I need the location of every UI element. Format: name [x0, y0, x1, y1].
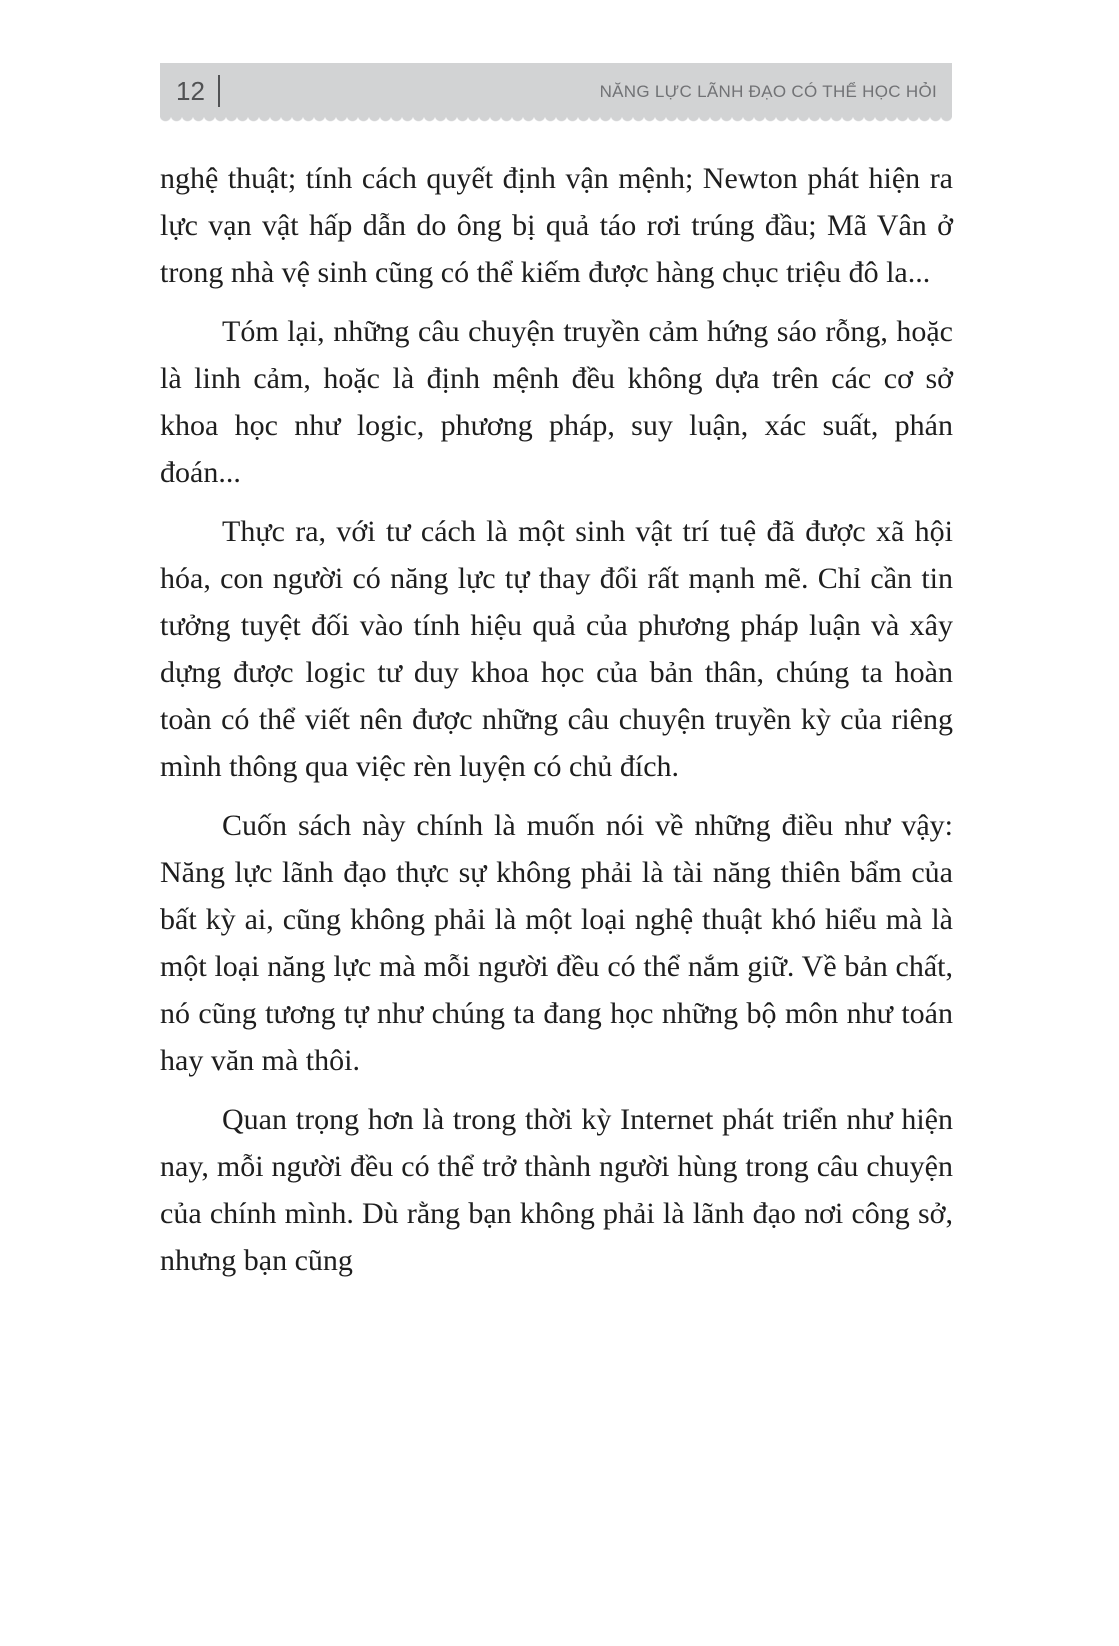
paragraph: Cuốn sách này chính là muốn nói về những điều như vậy: Năng lực lãnh đạo thực sự không phải là tài năng thiên bẩm của bất kỳ ai, cũng không phải là một loại nghệ thuật khó hiểu mà là một loại năng lực mà mỗi người đều có thể nắm giữ. Về bản chất, nó cũng tương tự như chúng ta đang học những bộ môn như toán hay văn mà thôi.: [160, 809, 953, 1077]
paragraph: Quan trọng hơn là trong thời kỳ Internet phát triển như hiện nay, mỗi người đều có thể trở thành người hùng trong câu chuyện của chính mình. Dù rằng bạn không phải là lãnh đạo nơi công sở, nhưng bạn cũng: [160, 1103, 953, 1277]
running-header: [160, 63, 952, 117]
paragraph: nghệ thuật; tính cách quyết định vận mệnh; Newton phát hiện ra lực vạn vật hấp dẫn do ông bị quả táo rơi trúng đầu; Mã Vân ở trong nhà vệ sinh cũng có thể kiếm được hàng chục triệu đô la...: [160, 162, 953, 289]
folio: [176, 75, 220, 107]
running-title: NĂNG LỰC LÃNH ĐẠO CÓ THỂ HỌC HỎI: [599, 81, 937, 101]
paragraph: Tóm lại, những câu chuyện truyền cảm hứng sáo rỗng, hoặc là linh cảm, hoặc là định mệnh đều không dựa trên các cơ sở khoa học như logic, phương pháp, suy luận, xác suất, phán đoán...: [160, 315, 953, 489]
paragraph: Thực ra, với tư cách là một sinh vật trí tuệ đã được xã hội hóa, con người có năng lực tự thay đổi rất mạnh mẽ. Chỉ cần tin tưởng tuyệt đối vào tính hiệu quả của phương pháp luận và xây dựng được logic tư duy khoa học của bản thân, chúng ta hoàn toàn có thể viết nên được những câu chuyện truyền kỳ của riêng mình thông qua việc rèn luyện có chủ đích.: [160, 515, 953, 783]
folio-separator: [218, 75, 220, 107]
body-text: [160, 155, 953, 1296]
page-number: 12: [176, 76, 205, 106]
scallop-edge: [160, 117, 952, 124]
